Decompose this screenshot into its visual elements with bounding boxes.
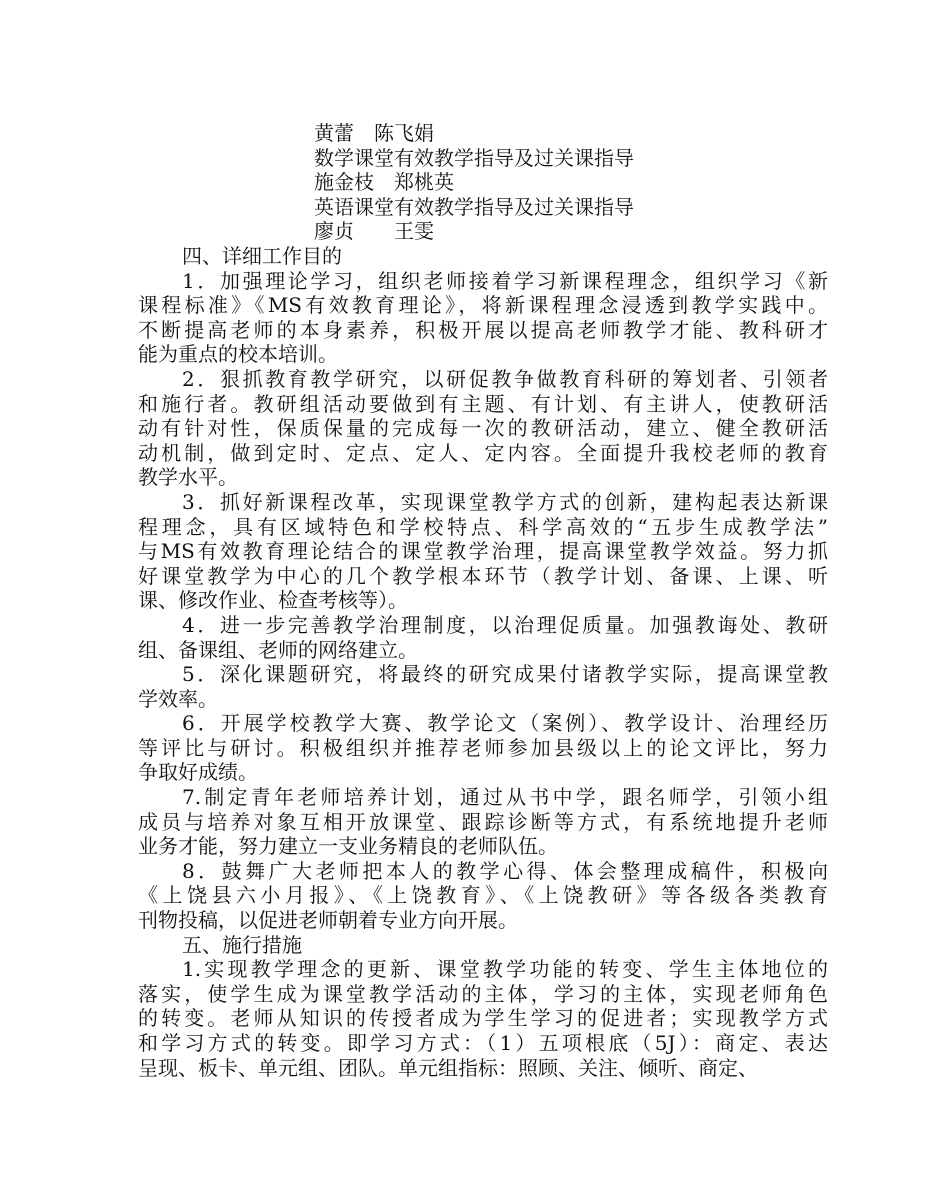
header-line: 数学课堂有效教学指导及过关课指导 bbox=[314, 145, 634, 170]
paragraph bbox=[138, 613, 828, 662]
text-line: 2．狠抓教育教学研究，以研促教争做教育科研的筹划者、引领者 bbox=[182, 366, 828, 391]
paragraph bbox=[138, 859, 828, 933]
text-line: 不断提高老师的本身素养，积极开展以提高老师教学才能、教科研才 bbox=[138, 317, 828, 342]
text-line: 组、备课组、老师的网络建立。 bbox=[138, 637, 418, 662]
text-line: 争取好成绩。 bbox=[138, 760, 258, 785]
text-line: 和施行者。教研组活动要做到有主题、有计划、有主讲人，使教研活 bbox=[138, 391, 828, 416]
header-line: 廖贞 王雯 bbox=[314, 219, 434, 244]
text-line: 的转变。老师从知识的传授者成为学生学习的促进者；实现教学方式 bbox=[138, 1006, 828, 1031]
text-line: 7.制定青年老师培养计划，通过从书中学，跟名师学，引领小组 bbox=[182, 785, 828, 810]
paragraph bbox=[138, 269, 828, 367]
text-line: 动有针对性，保质保量的完成每一次的教研活动，建立、健全教研活 bbox=[138, 416, 828, 441]
text-line: 刊物投稿，以促进老师朝着专业方向开展。 bbox=[138, 908, 518, 933]
text-line: 呈现、板卡、单元组、团队。单元组指标：照顾、关注、倾听、商定、 bbox=[138, 1055, 758, 1080]
text-line: 课、修改作业、检查考核等）。 bbox=[138, 588, 408, 613]
text-line: 等评比与研讨。积极组织并推荐老师参加县级以上的论文评比，努力 bbox=[138, 735, 828, 760]
text-line: 与MS有效教育理论结合的课堂教学治理，提高课堂教学效益。努力抓 bbox=[138, 539, 828, 564]
text-line: 落实，使学生成为课堂教学活动的主体，学习的主体，实现老师角色 bbox=[138, 981, 828, 1006]
text-line: 动机制，做到定时、定点、定人、定内容。全面提升我校老师的教育 bbox=[138, 440, 828, 465]
text-line: 《上饶县六小月报》、《上饶教育》、《上饶教研》等各级各类教育 bbox=[138, 883, 828, 908]
header-lines bbox=[314, 121, 874, 244]
text-line: 8．鼓舞广大老师把本人的教学心得、体会整理成稿件，积极向 bbox=[182, 858, 828, 883]
header-line: 黄蕾 陈飞娟 bbox=[314, 121, 434, 145]
text-line: 成员与培养对象互相开放课堂、跟踪诊断等方式，有系统地提升老师 bbox=[138, 809, 828, 834]
text-line: 和学习方式的转变。即学习方式：（1）五项根底（5J）：商定、表达 bbox=[138, 1031, 828, 1055]
paragraph bbox=[138, 244, 828, 269]
text-line: 四、详细工作目的 bbox=[182, 244, 342, 268]
text-line: 能为重点的校本培训。 bbox=[138, 342, 338, 367]
header-line: 英语课堂有效教学指导及过关课指导 bbox=[314, 194, 634, 219]
paragraph bbox=[138, 785, 828, 859]
text-line: 学效率。 bbox=[138, 686, 218, 711]
header-line: 施金枝 郑桃英 bbox=[314, 170, 454, 195]
paragraph bbox=[138, 490, 828, 613]
text-line: 教学水平。 bbox=[138, 465, 238, 490]
text-line: 1．加强理论学习，组织老师接着学习新课程理念，组织学习《新 bbox=[182, 268, 828, 293]
text-line: 好课堂教学为中心的几个教学根本环节（教学计划、备课、上课、听 bbox=[138, 563, 828, 588]
text-line: 五、施行措施 bbox=[182, 932, 302, 957]
text-line: 1.实现教学理念的更新、课堂教学功能的转变、学生主体地位的 bbox=[182, 957, 828, 982]
paragraph bbox=[138, 957, 828, 1080]
paragraph bbox=[138, 367, 828, 490]
document-body bbox=[138, 244, 828, 1080]
text-line: 业务才能，努力建立一支业务精良的老师队伍。 bbox=[138, 834, 558, 859]
text-line: 4．进一步完善教学治理制度，以治理促质量。加强教诲处、教研 bbox=[182, 612, 828, 637]
paragraph bbox=[138, 711, 828, 785]
paragraph bbox=[138, 933, 828, 958]
text-line: 课程标准》《MS有效教育理论》，将新课程理念浸透到教学实践中。 bbox=[138, 293, 828, 318]
text-line: 5．深化课题研究，将最终的研究成果付诸教学实际，提高课堂教 bbox=[182, 662, 828, 687]
text-line: 6．开展学校教学大赛、教学论文（案例）、教学设计、治理经历 bbox=[182, 711, 828, 736]
text-line: 程理念，具有区域特色和学校特点、科学高效的“五步生成教学法” bbox=[138, 514, 828, 539]
text-line: 3．抓好新课程改革，实现课堂教学方式的创新，建构起表达新课 bbox=[182, 489, 828, 514]
paragraph bbox=[138, 662, 828, 711]
